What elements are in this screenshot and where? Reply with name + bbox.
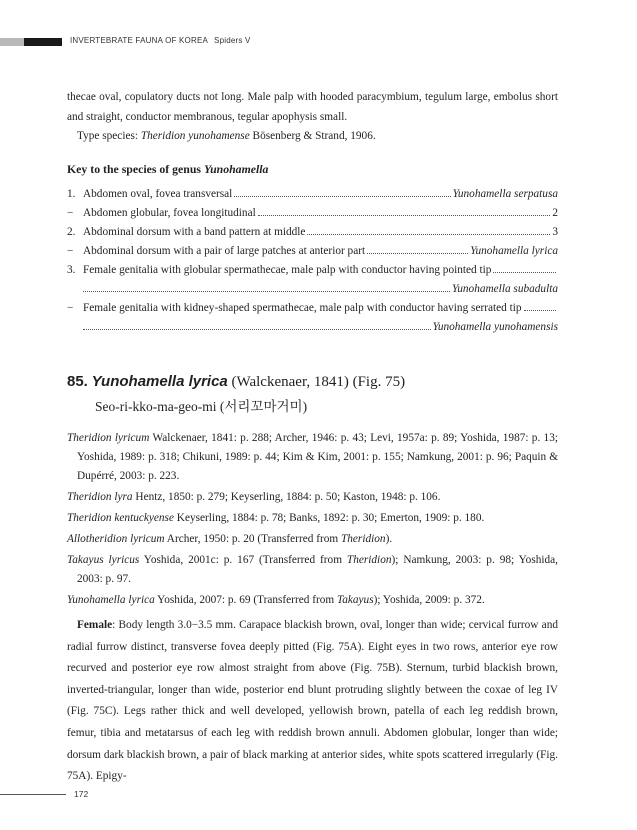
header-bar-black — [24, 38, 62, 46]
type-species-author: Bösenberg & Strand, 1906. — [249, 130, 376, 142]
key-row-result: 2 — [552, 207, 558, 219]
key-row-text: Abdominal dorsum with a band pattern at middle — [83, 226, 306, 238]
synonym-entry — [67, 591, 558, 610]
key-row-mark: − — [67, 302, 74, 314]
genus-description-text: thecae oval, copulatory ducts not long. Male palp with hooded paracymbium, tegulum large, embolus short and straight, conductor membranous, tegular apophysis small. — [67, 91, 558, 123]
leader-dots — [234, 195, 450, 197]
key-row-3-cont — [67, 283, 558, 301]
key-row-3b — [67, 302, 558, 320]
synonym-refs: Hentz, 1850: p. 279; Keyserling, 1884: p. 50; Kaston, 1948: p. 106. — [132, 491, 441, 503]
synonym-entry — [67, 530, 558, 549]
synonym-name: Takayus lyricus — [67, 554, 140, 566]
key-row-3 — [67, 264, 558, 282]
key-row-3b-cont — [67, 321, 558, 339]
type-species-name: Theridion yunohamense — [140, 130, 250, 142]
footer-rule — [0, 794, 66, 795]
synonym-entry — [67, 488, 558, 507]
key-heading-prefix: Key to the species of genus — [67, 162, 204, 176]
key-row-2 — [67, 226, 558, 244]
synonym-name: Yunohamella lyrica — [67, 594, 155, 606]
species-number: 85. — [67, 373, 88, 390]
synonym-refs: Yoshida, 2007: p. 69 (Transferred from — [154, 594, 337, 606]
key-row-1 — [67, 188, 558, 206]
species-heading — [67, 373, 405, 391]
synonym-refs: Keyserling, 1884: p. 78; Banks, 1892: p. 30; Emerton, 1909: p. 180. — [173, 512, 485, 524]
synonym-name: Theridion lyra — [67, 491, 133, 503]
key-row-1b — [67, 207, 558, 225]
synonym-entry — [67, 509, 558, 528]
synonym-name: Allotheridion lyricum — [67, 533, 165, 545]
korean-name: Seo-ri-kko-ma-geo-mi (서리꼬마거미) — [95, 399, 308, 414]
synonym-refs: Walckenaer, 1841: p. 288; Archer, 1946: p. 43; Levi, 1957a: p. 89; Yoshida, 1987: p. 13; Yoshida, 1989: p. 318; Chikuni, 1989: p. 44; Kim & Kim, 2001: p. 155; Namkung, 2001: p. 96; Paquin & Dupérré, 2003: p. 223. — [77, 432, 558, 482]
synonym-name: Theridion kentuckyense — [67, 512, 174, 524]
key-row-text: Abdominal dorsum with a pair of large patches at anterior part — [83, 245, 366, 257]
key-row-result: Yunohamella subadulta — [452, 283, 558, 295]
leader-dots — [493, 271, 556, 273]
synonym-transfer-genus: Theridion — [346, 554, 392, 566]
female-label: Female — [77, 619, 113, 631]
synonym-name: Theridion lyricum — [67, 432, 150, 444]
key-heading — [67, 162, 268, 177]
key-row-text: Abdomen globular, fovea longitudinal — [83, 207, 256, 219]
key-row-mark: 2. — [67, 226, 76, 238]
synonym-entry — [67, 551, 558, 589]
key-row-mark: − — [67, 245, 74, 257]
key-row-result: Yunohamella lyrica — [470, 245, 558, 257]
leader-dots — [83, 328, 431, 330]
key-row-result: 3 — [552, 226, 558, 238]
synonym-entry — [67, 429, 558, 486]
species-name: Yunohamella lyrica — [91, 373, 228, 390]
header-title: INVERTEBRATE FAUNA OF KOREA — [70, 36, 209, 45]
type-species-label: Type species: — [77, 130, 141, 142]
leader-dots — [258, 214, 551, 216]
key-row-text: Abdomen oval, fovea transversal — [83, 188, 233, 200]
header-section: Spiders V — [214, 36, 251, 45]
synonym-refs-end: ); Namkung, 2003: p. 98; Yoshida, 2003: p. 97. — [77, 554, 559, 585]
leader-dots — [83, 290, 450, 292]
genus-description — [67, 88, 558, 147]
female-description-text: : Body length 3.0−3.5 mm. Carapace blackish brown, oval, longer than wide; cervical furrow and radial furrow distinct, transverse fovea deeply pitted (Fig. 75A). Eight eyes in two rows, anterior eye row recurved and posterior eye row almost straight from above (Fig. 75B). Sternum, turbid blackish brown, inverted-triangular, longer than wide, posterior end blunt protruding slightly between the coxae of leg IV (Fig. 75C). Legs rather thick and well developed, yellowish brown, patella of each leg reddish brown, femur, tibia and metatarsus of each leg with reddish brown annuli. Abdomen globular, longer than wide; dorsum dark blackish brown, a pair of black marking at anterior sides, white spots scattered irregularly (Fig. 75A). Epigy- — [67, 619, 558, 783]
page-number: 172 — [74, 789, 89, 799]
leader-dots — [367, 252, 468, 254]
type-species-line — [67, 127, 558, 147]
species-author: (Walckenaer, 1841) (Fig. 75) — [227, 374, 406, 390]
key-row-text: Female genitalia with kidney-shaped spermathecae, male palp with conductor having serrated tip — [83, 302, 522, 314]
species-key — [67, 188, 558, 338]
key-row-2b — [67, 245, 558, 263]
synonym-refs: Archer, 1950: p. 20 (Transferred from — [164, 533, 341, 545]
key-row-result: Yunohamella serpatusa — [452, 188, 558, 200]
key-row-mark: − — [67, 207, 74, 219]
key-row-mark: 3. — [67, 264, 76, 276]
synonym-transfer-genus: Takayus — [336, 594, 374, 606]
leader-dots — [307, 233, 550, 235]
synonymy-list — [67, 429, 558, 612]
synonym-refs: Yoshida, 2001c: p. 167 (Transferred from — [139, 554, 347, 566]
female-description — [67, 615, 558, 788]
running-header — [70, 36, 251, 45]
synonym-refs-end: ); Yoshida, 2009: p. 372. — [373, 594, 485, 606]
synonym-refs-end: ). — [385, 533, 393, 545]
header-bar-grey — [0, 38, 24, 46]
key-row-result: Yunohamella yunohamensis — [432, 321, 558, 333]
leader-dots — [524, 309, 556, 311]
synonym-transfer-genus: Theridion — [340, 533, 386, 545]
key-row-text: Female genitalia with globular spermathecae, male palp with conductor having pointed tip — [83, 264, 492, 276]
key-row-mark: 1. — [67, 188, 76, 200]
key-heading-genus: Yunohamella — [203, 162, 269, 176]
